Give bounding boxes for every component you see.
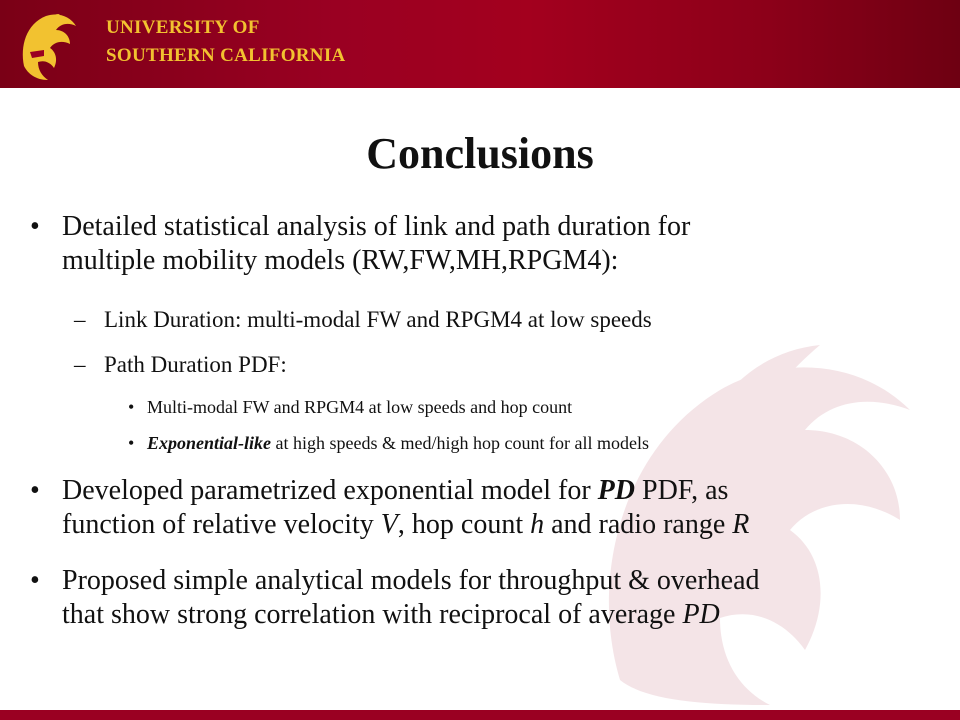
- bullet-2-line2: [62, 508, 749, 542]
- text-span: function of relative velocity: [62, 509, 381, 540]
- bullet-marker: •: [30, 211, 40, 242]
- university-name-line2: SOUTHERN CALIFORNIA: [106, 45, 346, 66]
- bullet-3: [62, 564, 760, 632]
- exponential-like-rest: at high speeds & med/high hop count for all models: [271, 433, 649, 453]
- bullet-1: [62, 210, 690, 278]
- footer-bar: [0, 710, 960, 720]
- trojan-helmet-logo-icon: [10, 6, 88, 84]
- header-banner: [0, 0, 960, 88]
- variable-v: V: [380, 509, 398, 540]
- bullet-marker: •: [30, 565, 40, 596]
- dash-marker: –: [74, 352, 86, 377]
- text-span: , hop count: [397, 509, 531, 540]
- bullet-2-line1: [62, 474, 749, 508]
- pd-italic: PD: [682, 599, 720, 630]
- bullet-2: [62, 474, 749, 542]
- bullet-1-line1: Detailed statistical analysis of link and path duration for: [62, 211, 691, 242]
- text-span: and radio range: [544, 509, 733, 540]
- text-span: PDF, as: [635, 475, 729, 506]
- sub-bullet-link-duration: Link Duration: multi-modal FW and RPGM4 at low speeds: [104, 307, 652, 332]
- variable-h: h: [530, 509, 545, 540]
- university-name-line1: UNIVERSITY OF: [106, 17, 260, 38]
- text-span: Developed parametrized exponential model for: [62, 475, 598, 506]
- bullet-3-line2: [62, 598, 760, 632]
- slide-title: Conclusions: [366, 129, 594, 178]
- subsub-bullet-multimodal: Multi-modal FW and RPGM4 at low speeds and hop count: [147, 397, 573, 417]
- dash-marker: –: [74, 307, 86, 332]
- text-span: that show strong correlation with reciprocal of average: [62, 599, 683, 630]
- bullet-marker: •: [128, 397, 135, 417]
- university-name: [106, 14, 346, 70]
- bullet-3-line1: Proposed simple analytical models for throughput & overhead: [62, 565, 760, 596]
- pd-emphasis: PD: [597, 475, 635, 506]
- exponential-like-emphasis: Exponential-like: [147, 433, 272, 453]
- variable-r: R: [732, 509, 750, 540]
- bullet-1-line2: multiple mobility models (RW,FW,MH,RPGM4):: [62, 245, 619, 276]
- bullet-marker: •: [30, 475, 40, 506]
- subsub-bullet-exponential: [147, 432, 649, 454]
- bullet-marker: •: [128, 433, 135, 453]
- sub-bullet-path-duration: Path Duration PDF:: [104, 352, 287, 377]
